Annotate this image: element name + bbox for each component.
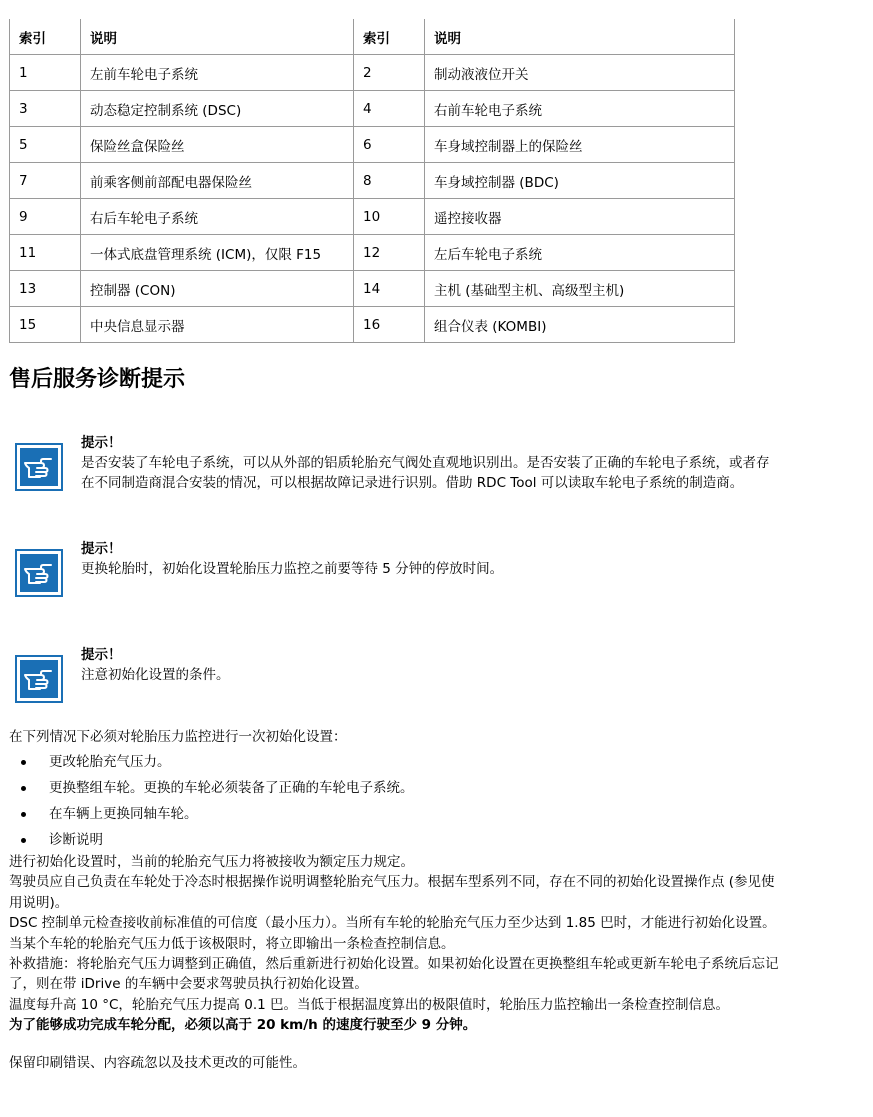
table-cell: 2 [354, 55, 425, 91]
header-index-2: 索引 [354, 19, 425, 55]
bullet-icon [21, 812, 26, 817]
body-line: 用说明)。 [9, 894, 69, 911]
note-line: 是否安装了车轮电子系统，可以从外部的铝质轮胎充气阀处直观地识别出。是否安装了正确的车轮电子系统，或者存 [81, 455, 770, 471]
list-item: 诊断说明 [9, 830, 414, 856]
body-line: 补救措施：将轮胎充气压力调整到正确值，然后重新进行初始化设置。如果初始化设置在更换整组车轮或更新车轮电子系统后忘记 [9, 956, 779, 973]
body-line: 进行初始化设置时，当前的轮胎充气压力将被接收为额定压力规定。 [9, 854, 414, 870]
table-cell: 11 [10, 235, 81, 271]
note-line: 在不同制造商混合安装的情况，可以根据故障记录进行识别。借助 RDC Tool 可以读取车轮电子系统的制造商。 [81, 475, 744, 491]
table-row [10, 163, 735, 199]
table-cell: 右后车轮电子系统 [81, 199, 354, 235]
table-cell: 主机 (基础型主机、高级型主机) [425, 271, 735, 307]
note-heading: 提示！ [81, 541, 122, 557]
bullet-icon [21, 838, 26, 843]
body-line: 温度每升高 10 °C，轮胎充气压力提高 0.1 巴。当低于根据温度算出的极限值时，轮胎压力监控输出一条检查控制信息。 [9, 996, 729, 1013]
table-cell: 16 [354, 307, 425, 343]
list-item: 在车辆上更换同轴车轮。 [9, 804, 414, 830]
table-cell: 10 [354, 199, 425, 235]
note-heading: 提示！ [81, 647, 122, 663]
note-line: 更换轮胎时，初始化设置轮胎压力监控之前要等待 5 分钟的停放时间。 [81, 561, 504, 577]
bullet-icon [21, 786, 26, 791]
table-cell: 15 [10, 307, 81, 343]
footer-disclaimer: 保留印刷错误、内容疏忽以及技术更改的可能性。 [9, 1055, 306, 1071]
diagnosis-text [9, 852, 867, 1036]
table-cell: 保险丝盒保险丝 [81, 127, 354, 163]
table-header-row [10, 19, 735, 55]
section-title: 售后服务诊断提示 [9, 367, 186, 392]
bullet-icon [21, 760, 26, 765]
body-line: 当某个车轮的轮胎充气压力低于该极限时，将立即输出一条检查控制信息。 [9, 935, 455, 952]
table-cell: 1 [10, 55, 81, 91]
table-row [10, 235, 735, 271]
table-cell: 动态稳定控制系统 (DSC) [81, 91, 354, 127]
table-cell: 7 [10, 163, 81, 199]
header-desc-2: 说明 [425, 19, 735, 55]
table-cell: 车身域控制器 (BDC) [425, 163, 735, 199]
table-cell: 6 [354, 127, 425, 163]
table-cell: 14 [354, 271, 425, 307]
legend-table [9, 19, 735, 343]
table-cell: 右前车轮电子系统 [425, 91, 735, 127]
table-row [10, 55, 735, 91]
note-line: 注意初始化设置的条件。 [81, 667, 230, 683]
header-desc-1: 说明 [81, 19, 354, 55]
table-cell: 控制器 (CON) [81, 271, 354, 307]
table-cell: 5 [10, 127, 81, 163]
list-item: 更改轮胎充气压力。 [9, 752, 414, 778]
hand-pointer-icon [15, 549, 63, 597]
header-index-1: 索引 [10, 19, 81, 55]
hand-pointer-icon [15, 655, 63, 703]
table-cell: 前乘客侧前部配电器保险丝 [81, 163, 354, 199]
table-cell: 组合仪表 (KOMBI) [425, 307, 735, 343]
table-row [10, 271, 735, 307]
table-cell: 制动液液位开关 [425, 55, 735, 91]
table-cell: 遥控接收器 [425, 199, 735, 235]
table-cell: 左前车轮电子系统 [81, 55, 354, 91]
table-row [10, 307, 735, 343]
table-cell: 12 [354, 235, 425, 271]
table-cell: 13 [10, 271, 81, 307]
table-cell: 8 [354, 163, 425, 199]
table-cell: 3 [10, 91, 81, 127]
condition-list [9, 752, 414, 856]
table-cell: 9 [10, 199, 81, 235]
hand-pointer-icon [15, 443, 63, 491]
body-line: DSC 控制单元检查接收前标准值的可信度（最小压力）。当所有车轮的轮胎充气压力至少达到 1.85 巴时，才能进行初始化设置。 [9, 915, 776, 932]
table-cell: 中央信息显示器 [81, 307, 354, 343]
body-line: 了，则在带 iDrive 的车辆中会要求驾驶员执行初始化设置。 [9, 976, 368, 993]
table-cell: 一体式底盘管理系统 (ICM)，仅限 F15 [81, 235, 354, 271]
table-row [10, 127, 735, 163]
bold-requirement-line: 为了能够成功完成车轮分配，必须以高于 20 km/h 的速度行驶至少 9 分钟。 [9, 1017, 477, 1034]
table-cell: 车身域控制器上的保险丝 [425, 127, 735, 163]
table-row [10, 91, 735, 127]
table-cell: 4 [354, 91, 425, 127]
table-cell: 左后车轮电子系统 [425, 235, 735, 271]
table-row [10, 199, 735, 235]
body-line: 驾驶员应自己负责在车轮处于冷态时根据操作说明调整轮胎充气压力。根据车型系列不同，存在不同的初始化设置操作点 (参见使 [9, 874, 775, 891]
note-heading: 提示！ [81, 435, 122, 451]
intro-paragraph: 在下列情况下必须对轮胎压力监控进行一次初始化设置： [9, 729, 347, 745]
list-item: 更换整组车轮。更换的车轮必须装备了正确的车轮电子系统。 [9, 778, 414, 804]
